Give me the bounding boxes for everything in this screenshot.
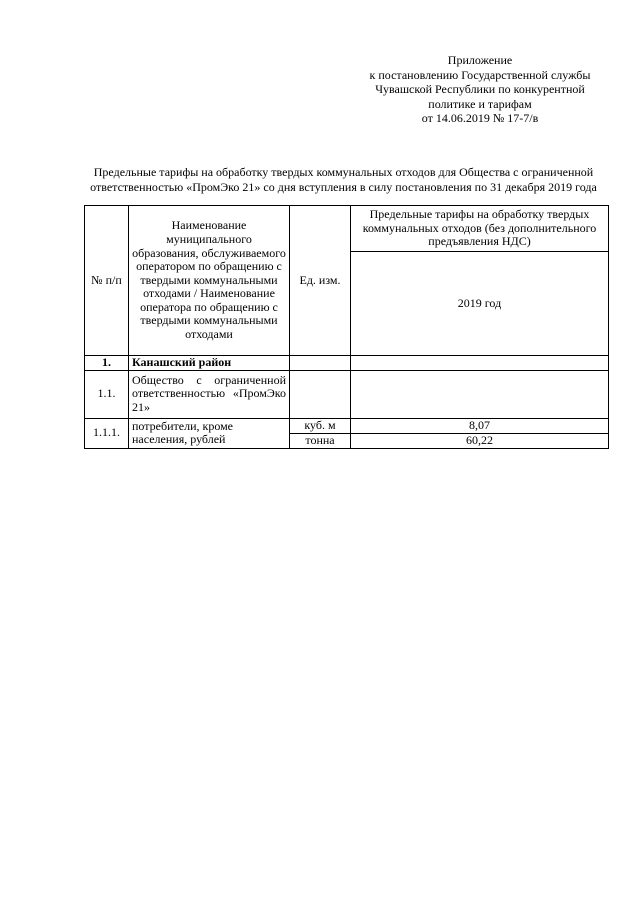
header-year: 2019 год (351, 252, 609, 356)
row-unit: тонна (290, 433, 351, 448)
row-value: 60,22 (351, 433, 609, 448)
appendix-line: Приложение (447, 53, 513, 67)
appendix-line: Чувашской Республики по конкурентной (375, 82, 585, 97)
table-row (85, 356, 609, 371)
row-value (351, 370, 609, 418)
row-unit: куб. м (290, 418, 351, 433)
table-header-row (85, 206, 609, 252)
header-name: Наименование муниципального образования, обслуживаемого оператором по обращению с твердыми коммунальными отходами / Наименование оператора по обращению с твердыми коммунальными отходами (129, 206, 290, 356)
row-name: Общество с ограниченной ответственностью «ПромЭко 21» (129, 370, 290, 418)
table-row (85, 370, 609, 418)
row-name: Канашский район (129, 356, 290, 371)
appendix-line: от 14.06.2019 № 17-7/в (421, 111, 539, 126)
row-num: 1.1.1. (85, 418, 129, 448)
tariff-table (84, 205, 609, 449)
table-row (85, 418, 609, 433)
header-num: № п/п (85, 206, 129, 356)
appendix-line: политике и тарифам (428, 96, 532, 111)
header-tariffs: Предельные тарифы на обработку твердых коммунальных отходов (без дополнительного предъявления НДС) (351, 206, 609, 252)
appendix-block (345, 53, 615, 126)
row-unit (290, 370, 351, 418)
header-unit: Ед. изм. (290, 206, 351, 356)
row-value (351, 356, 609, 371)
row-name: потребители, кроме населения, рублей (129, 418, 290, 448)
row-num: 1.1. (85, 370, 129, 418)
row-num: 1. (85, 356, 129, 371)
appendix-line: к постановлению Государственной службы (369, 67, 591, 82)
row-unit (290, 356, 351, 371)
document-title: Предельные тарифы на обработку твердых коммунальных отходов для Общества с ограниченной ответственностью «ПромЭко 21» со дня вступления в силу постановления по 31 декабря 2019 года (90, 165, 597, 194)
row-value: 8,07 (351, 418, 609, 433)
